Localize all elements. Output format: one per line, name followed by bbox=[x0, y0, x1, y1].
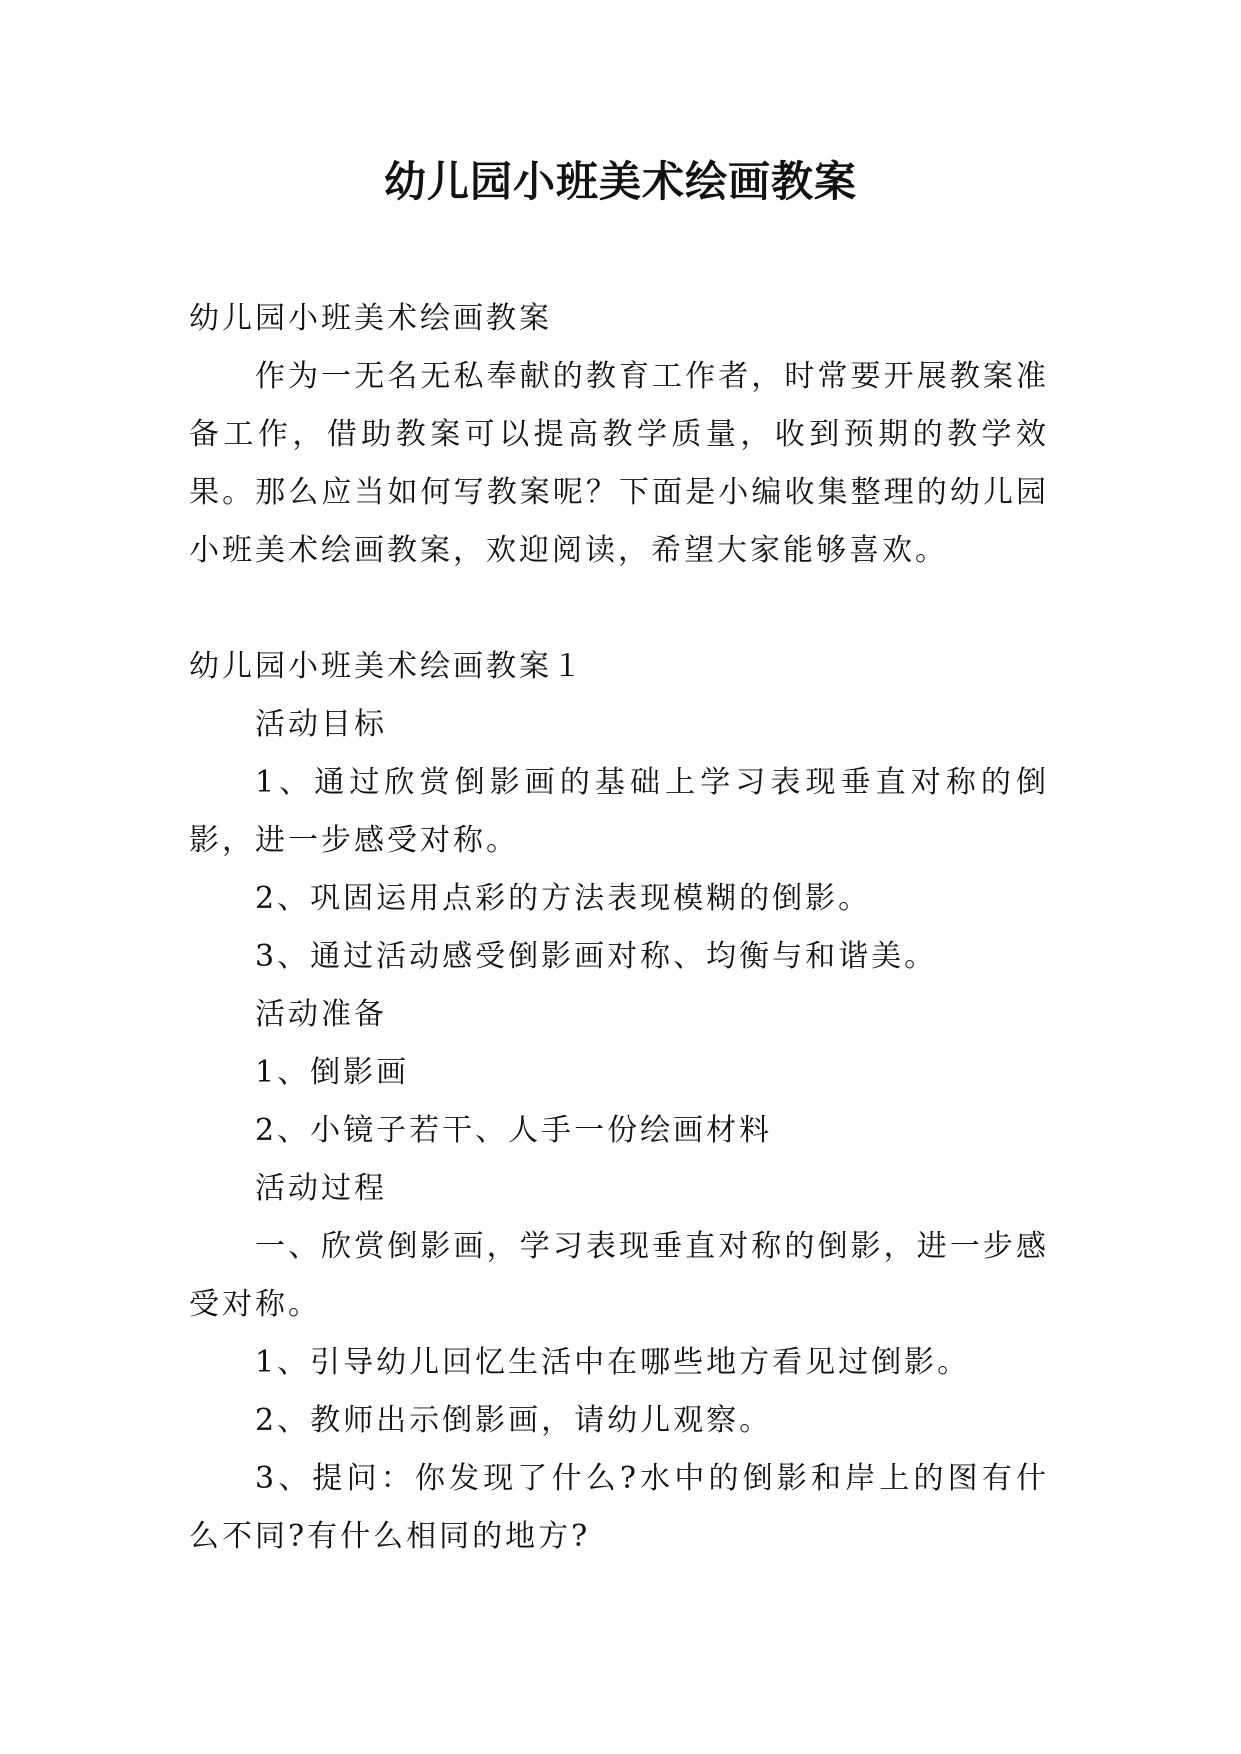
prep-item-1: 1、倒影画 bbox=[255, 1055, 410, 1090]
document-body bbox=[189, 290, 1049, 1566]
activity-process-heading: 活动过程 bbox=[255, 1171, 387, 1206]
prep-item-2: 2、小镜子若干、人手一份绘画材料 bbox=[255, 1113, 773, 1148]
doc-subtitle: 幼儿园小班美术绘画教案 bbox=[189, 301, 552, 336]
process-substep-3: 3、提问：你发现了什么?水中的倒影和岸上的图有什么不同?有什么相同的地方? bbox=[189, 1461, 1049, 1554]
goal-item-3: 3、通过活动感受倒影画对称、均衡与和谐美。 bbox=[255, 939, 938, 974]
process-substep-1: 1、引导幼儿回忆生活中在哪些地方看见过倒影。 bbox=[255, 1345, 971, 1380]
process-step-1: 一、欣赏倒影画，学习表现垂直对称的倒影，进一步感受对称。 bbox=[189, 1229, 1049, 1322]
document-title: 幼儿园小班美术绘画教案 bbox=[383, 157, 857, 206]
goal-item-2: 2、巩固运用点彩的方法表现模糊的倒影。 bbox=[255, 881, 872, 916]
process-substep-2: 2、教师出示倒影画，请幼儿观察。 bbox=[255, 1403, 773, 1438]
activity-prep-heading: 活动准备 bbox=[255, 997, 387, 1032]
intro-paragraph: 作为一无名无私奉献的教育工作者，时常要开展教案准备工作，借助教案可以提高教学质量，收到预期的教学效果。那么应当如何写教案呢？下面是小编收集整理的幼儿园小班美术绘画教案，欢迎阅读，希望大家能够喜欢。 bbox=[189, 359, 1049, 568]
activity-goals-heading: 活动目标 bbox=[255, 707, 387, 742]
section-heading: 幼儿园小班美术绘画教案１ bbox=[189, 649, 585, 684]
goal-item-1: 1、通过欣赏倒影画的基础上学习表现垂直对称的倒影，进一步感受对称。 bbox=[189, 765, 1049, 858]
